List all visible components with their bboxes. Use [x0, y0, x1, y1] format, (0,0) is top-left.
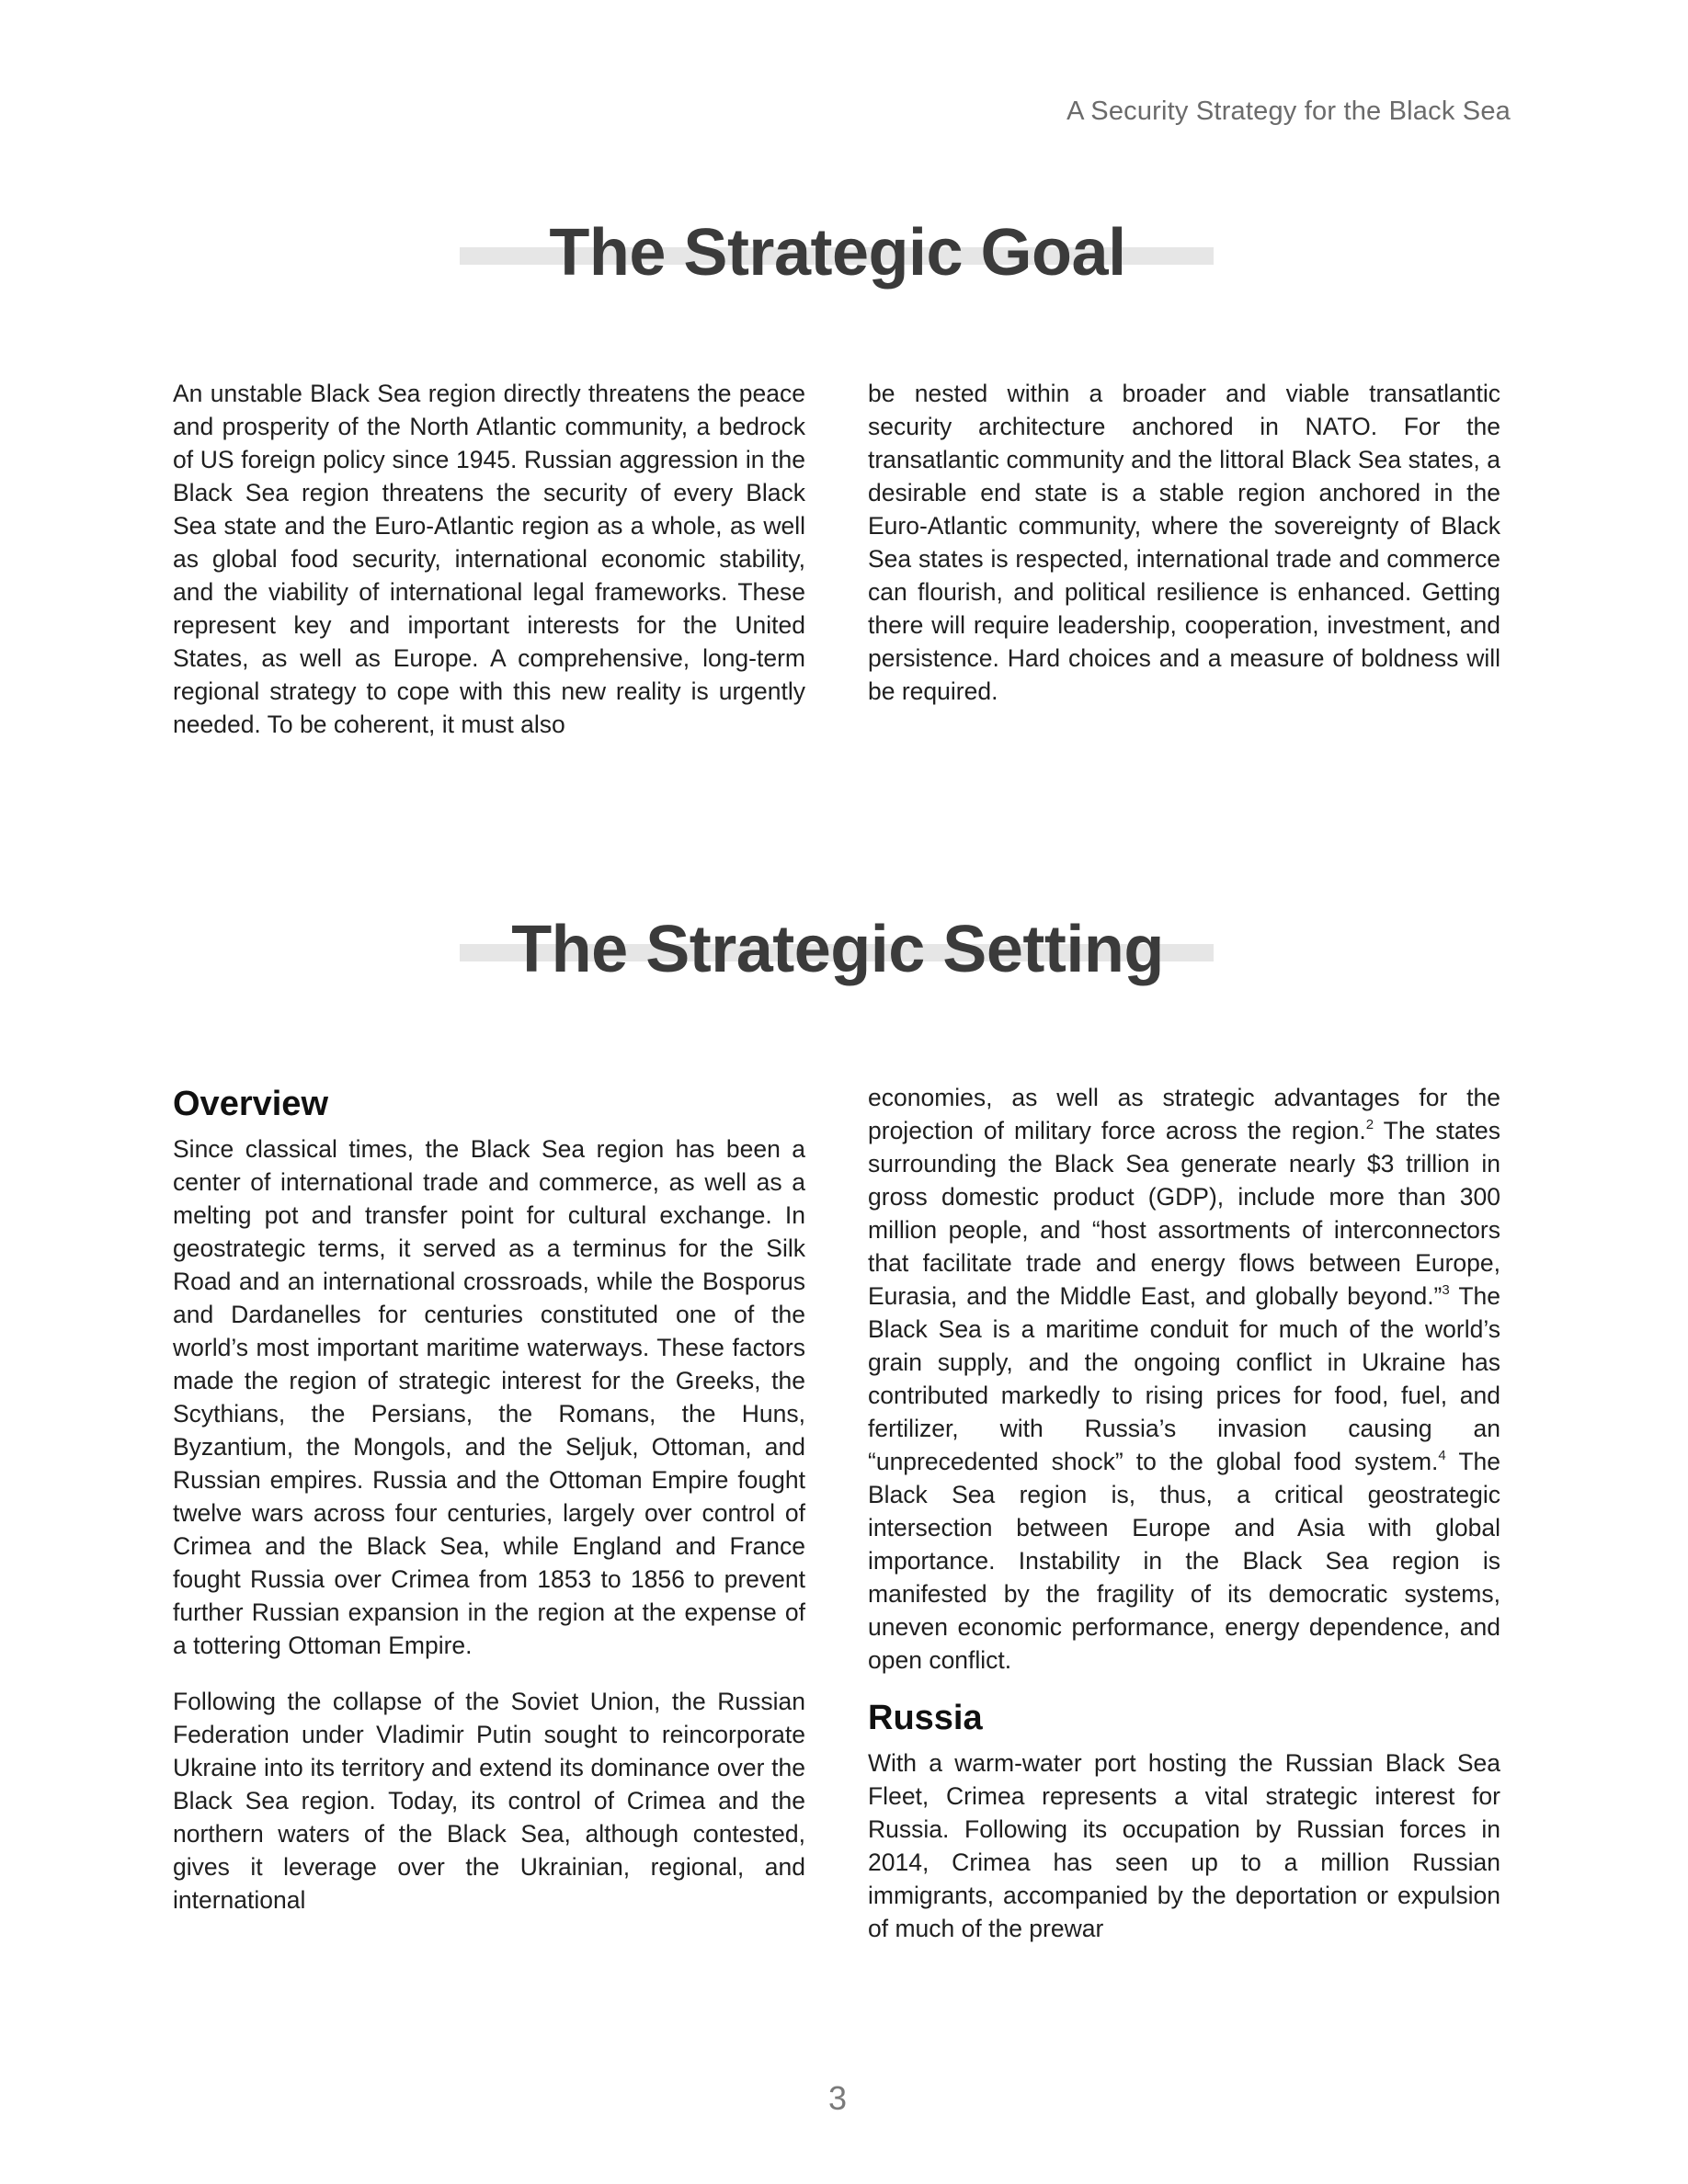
- goal-right-column: [868, 377, 1500, 708]
- goal-paragraph-left: An unstable Black Sea region directly threatens the peace and prosperity of the North Atlantic community, a bedrock of US foreign policy since 1945. Russian aggression in the Black Sea region threatens the security of every Black Sea state and the Euro-Atlantic region as a whole, as well as global food security, international economic stability, and the viability of international legal frameworks. These represent key and important interests for the United States, as well as Europe. A comprehensive, long-term regional strategy to cope with this new reality is urgently needed. To be coherent, it must also: [173, 380, 805, 738]
- footnote-ref-3[interactable]: 3: [1442, 1282, 1450, 1298]
- goal-left-column: [173, 377, 805, 741]
- footnote-ref-4[interactable]: 4: [1438, 1448, 1446, 1463]
- page-number: 3: [827, 2079, 848, 2117]
- text-segment: economies, as well as strategic advantages for the projection of military force across the region.: [868, 1084, 1500, 1144]
- running-header: A Security Strategy for the Black Sea: [1066, 97, 1511, 126]
- russia-paragraph: With a warm-water port hosting the Russian Black Sea Fleet, Crimea represents a vital strategic interest for Russia. Following its occupation by Russian forces in 2014, Crimea has seen up to a million Russian immigrants, accompanied by the deportation or expulsion of much of the prewar: [868, 1749, 1500, 1942]
- overview-heading: Overview: [173, 1085, 328, 1123]
- goal-paragraph-right: be nested within a broader and viable transatlantic security architecture anchored in NATO. For the transatlantic community and the littoral Black Sea states, a desirable end state is a stable region anchored in the Euro-Atlantic community, where the sovereignty of Black Sea states is respected, international trade and commerce can flourish, and political resilience is enhanced. Getting there will require leadership, cooperation, investment, and persistence. Hard choices and a measure of boldness will be required.: [868, 380, 1500, 705]
- section-title: The Strategic Setting: [511, 913, 1164, 986]
- strategic-setting-heading: [0, 899, 1688, 1000]
- overview-paragraph-2: Following the collapse of the Soviet Union, the Russian Federation under Vladimir Putin sought to reincorporate Ukraine into its territory and extend its dominance over the Black Sea region. Today, its control of Crimea and the northern waters of the Black Sea, although contested, gives it leverage over the Ukrainian, regional, and international: [173, 1688, 805, 1914]
- section-title: The Strategic Goal: [549, 216, 1126, 290]
- setting-right-column: [868, 1081, 1500, 1945]
- overview-paragraph-continued: [868, 1081, 1500, 1677]
- setting-left-column: [173, 1083, 805, 1917]
- text-segment: The Black Sea is a maritime conduit for much of the world’s grain supply, and the ongoing conflict in Ukraine has contributed markedly to rising prices for food, fuel, and fertilizer, with Russia’s invasion causing an “unprecedented shock” to the global food system.: [868, 1282, 1500, 1475]
- text-segment: The Black Sea region is, thus, a critical geostrategic intersection between Europe and Asia with global importance. Instability in the Black Sea region is manifested by the fragility of its democratic systems, uneven economic performance, energy dependence, and open conflict.: [868, 1448, 1500, 1674]
- footnote-ref-2[interactable]: 2: [1365, 1117, 1374, 1132]
- strategic-goal-heading: [0, 202, 1688, 303]
- overview-paragraph-1: Since classical times, the Black Sea region has been a center of international trade and commerce, as well as a melting pot and transfer point for cultural exchange. In geostrategic terms, it served as a terminus for the Silk Road and an international crossroads, while the Bosporus and Dardanelles for centuries constituted one of the world’s most important maritime waterways. These factors made the region of strategic interest for the Greeks, the Scythians, the Persians, the Romans, the Huns, Byzantium, the Mongols, and the Seljuk, Ottoman, and Russian empires. Russia and the Ottoman Empire fought twelve wars across four centuries, largely over control of Crimea and the Black Sea, while England and France fought Russia over Crimea from 1853 to 1856 to prevent further Russian expansion in the region at the expense of a tottering Ottoman Empire.: [173, 1135, 805, 1659]
- text-segment: The states surrounding the Black Sea generate nearly $3 trillion in gross domestic product (GDP), include more than 300 million people, and “host assortments of interconnectors that facilitate trade and energy flows between Europe, Eurasia, and the Middle East, and globally beyond.”: [868, 1117, 1500, 1310]
- russia-heading: Russia: [868, 1699, 983, 1737]
